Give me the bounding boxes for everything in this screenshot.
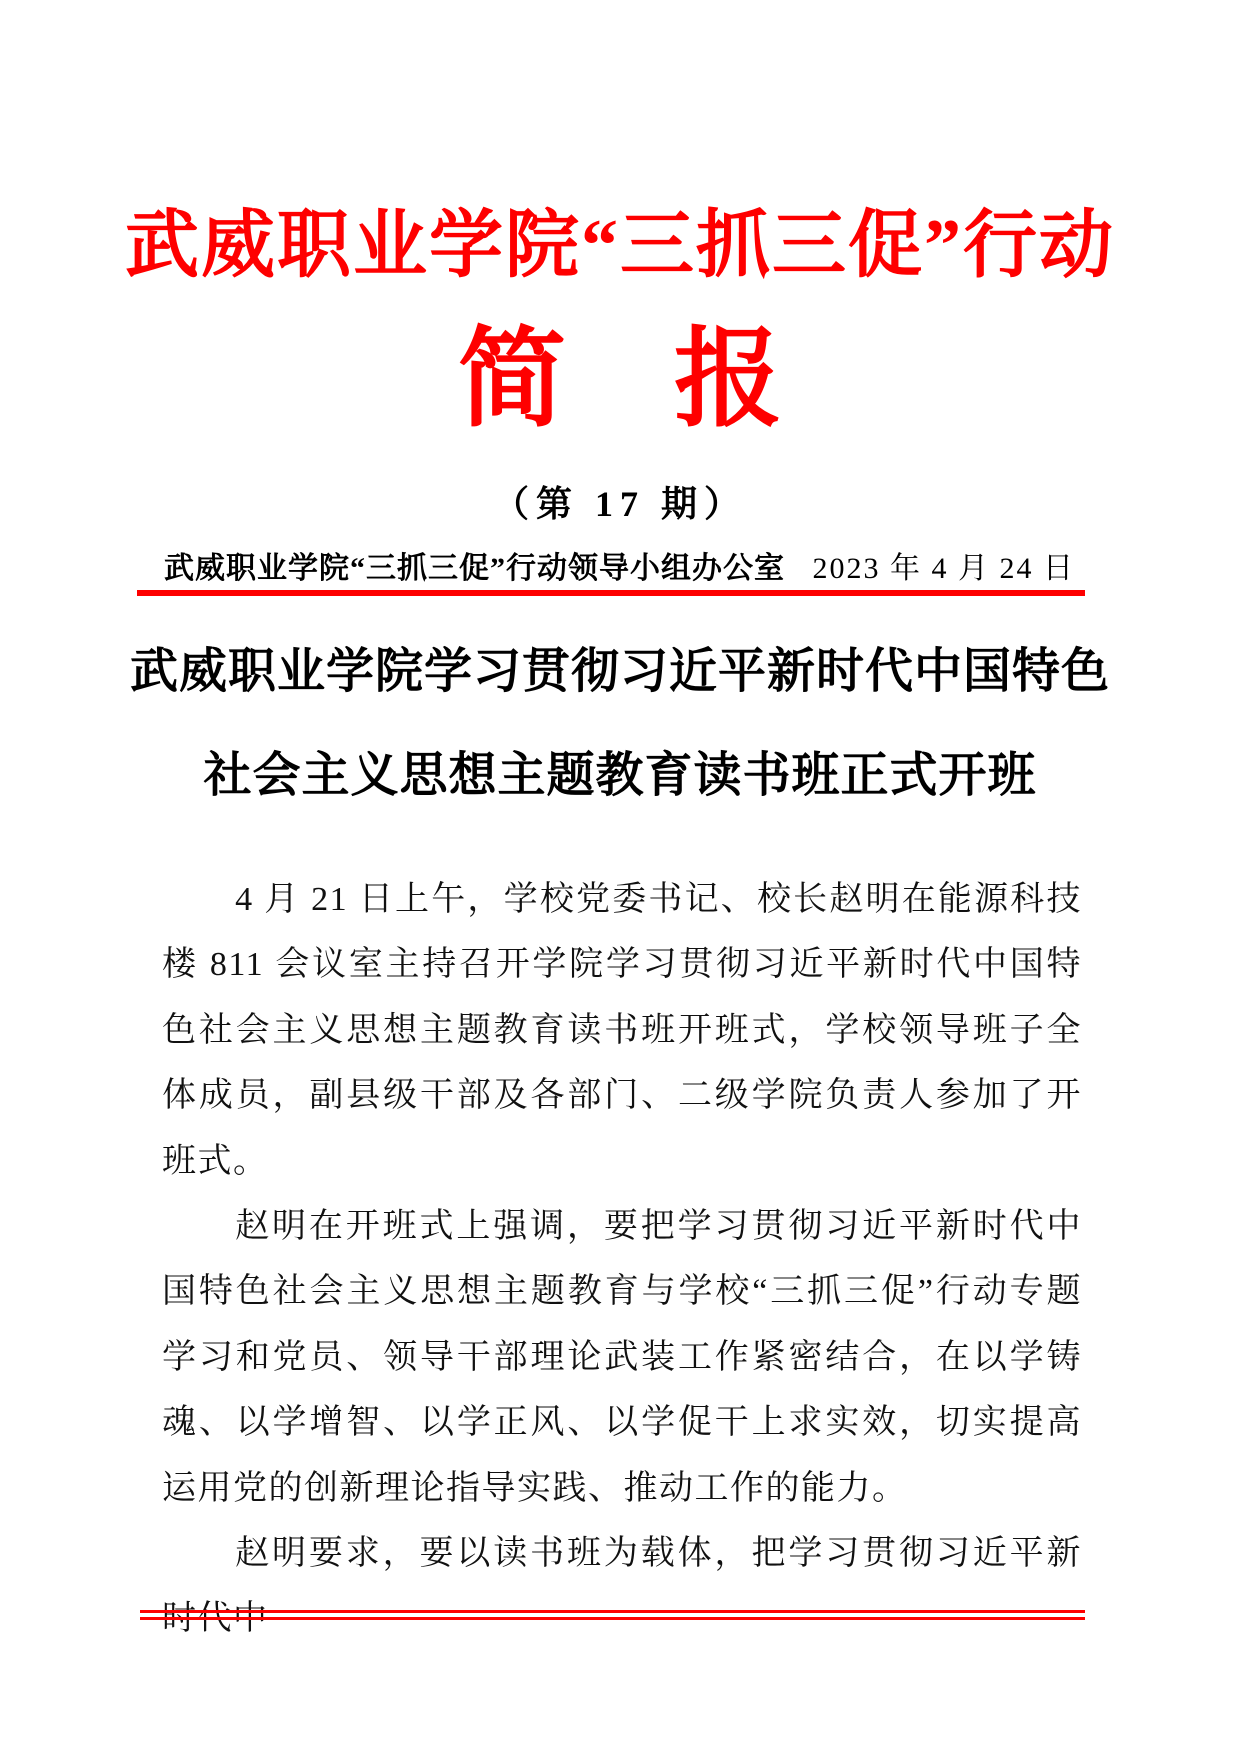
article-body <box>162 867 1082 1652</box>
body-paragraph: 4 月 21 日上午，学校党委书记、校长赵明在能源科技楼 811 会议室主持召开学院学习贯彻习近平新时代中国特色社会主义思想主题教育读书班开班式，学校领导班子全体成员，副县级干部及各部门、二级学院负责人参加了开班式。 <box>162 881 1082 1180</box>
publication-info-row <box>140 549 1085 589</box>
top-red-rule <box>137 590 1085 596</box>
publisher-name: 武威职业学院“三抓三促”行动领导小组办公室 <box>164 552 785 585</box>
article-title-line2: 社会主义思想主题教育读书班正式开班 <box>203 749 1037 802</box>
masthead-title: 武威职业学院“三抓三促”行动 <box>125 205 1115 287</box>
body-paragraph: 赵明要求，要以读书班为载体，把学习贯彻习近平新时代中 <box>162 1535 1082 1638</box>
bottom-double-red-rule <box>140 1610 1085 1620</box>
body-paragraph: 赵明在开班式上强调，要把学习贯彻习近平新时代中国特色社会主义思想主题教育与学校“三抓三促”行动专题学习和党员、领导干部理论武装工作紧密结合，在以学铸魂、以学增智、以学正风、以学促干上求实效，切实提高运用党的创新理论指导实践、推动工作的能力。 <box>162 1208 1082 1507</box>
article-title-line1: 武威职业学院学习贯彻习近平新时代中国特色 <box>129 645 1110 698</box>
publish-date: 2023 年 4 月 24 日 <box>812 552 1075 585</box>
bulletin-title: 简 报 <box>457 321 782 440</box>
issue-number: （第 17 期） <box>492 484 747 524</box>
